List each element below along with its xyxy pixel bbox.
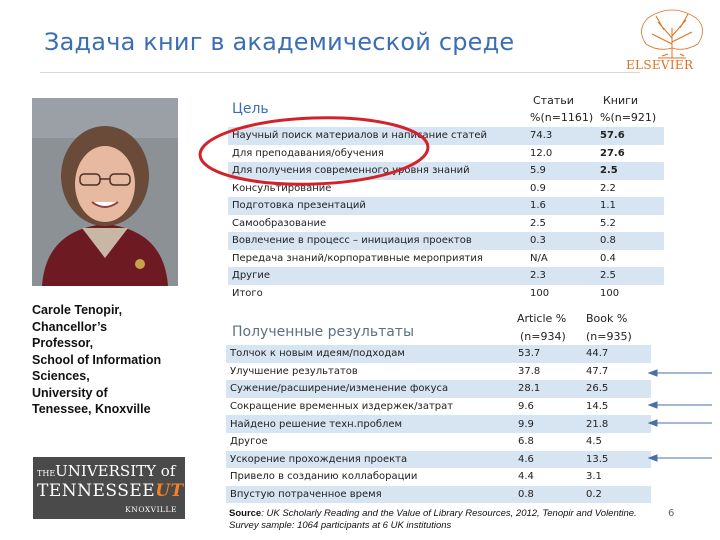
table-row [226, 363, 651, 381]
articles-value: 0.9 [530, 182, 546, 194]
table-row [228, 215, 664, 233]
row-label: Научный поиск материалов и написание статей [232, 130, 487, 142]
articles-value: 100 [530, 287, 550, 299]
table-row [226, 398, 651, 416]
university-logo-line1: THEUNIVERSITY of [37, 462, 176, 480]
goal-col2-header-top: Книги [603, 94, 639, 107]
articles-value: 9.9 [518, 418, 534, 430]
row-label: Сокращение временных издержек/затрат [230, 401, 454, 413]
books-value: 0.8 [600, 235, 616, 247]
table-row [226, 415, 651, 433]
arrow-left-icon [649, 402, 712, 408]
row-label: Сужение/расширение/изменение фокуса [230, 383, 449, 395]
goal-col2-header-bottom: %(n=921) [600, 111, 657, 124]
caption-line: Tenessee, Knoxville [32, 402, 151, 416]
results-col2-header-bottom: (n=935) [586, 330, 632, 343]
books-value: 5.2 [600, 217, 616, 229]
articles-value: 0.8 [518, 489, 534, 501]
university-logo-line3: KNOXVILLE [125, 505, 177, 514]
table-row [228, 197, 664, 215]
table-row [228, 180, 664, 198]
row-label: Ускорение прохождения проекта [230, 453, 408, 465]
articles-value: N/A [530, 252, 548, 264]
page-number: 6 [668, 508, 675, 519]
articles-value: 28.1 [518, 383, 541, 395]
table-row [226, 468, 651, 486]
caption-line: Professor, [32, 336, 94, 350]
table-row [228, 162, 664, 180]
books-value: 100 [600, 287, 620, 299]
title-divider [40, 72, 640, 73]
arrow-left-icon [649, 370, 712, 376]
table-row [228, 145, 664, 163]
articles-value: 37.8 [518, 365, 541, 377]
articles-value: 74.3 [530, 130, 553, 142]
row-label: Толчок к новым идеям/подходам [230, 348, 405, 360]
row-label: Найдено решение техн.проблем [230, 418, 403, 430]
results-table [226, 345, 651, 503]
books-value: 2.5 [600, 270, 616, 282]
slide-title: Задача книг в академической среде [44, 28, 515, 56]
row-label: Передача знаний/корпоративные мероприятия [232, 252, 483, 264]
table-row [228, 127, 664, 145]
caption-line: Chancellor’s [32, 319, 108, 334]
table-row [226, 433, 651, 451]
caption-line: School of Information [32, 352, 162, 367]
articles-value: 2.3 [530, 270, 546, 282]
articles-value: 12.0 [530, 147, 553, 159]
university-logo-line2: TENNESSEEUT [37, 481, 184, 501]
table-row [226, 345, 651, 363]
caption-line: Carole Tenopir, [32, 303, 123, 317]
goal-col1-header-top: Статьи [533, 94, 574, 107]
books-value: 57.6 [600, 130, 625, 142]
university-logo [33, 457, 185, 519]
articles-value: 6.8 [518, 436, 534, 448]
elsevier-wordmark: ELSEVIER [626, 58, 694, 72]
articles-value: 5.9 [530, 165, 546, 177]
books-value: 0.4 [600, 252, 616, 264]
row-label: Улучшение результатов [230, 365, 358, 377]
books-value: 26.5 [586, 383, 609, 395]
source-note [229, 508, 659, 532]
results-col1-header-top: Article % [517, 312, 567, 325]
articles-value: 53.7 [518, 348, 541, 360]
books-value: 27.6 [600, 147, 625, 159]
row-label: Привело в созданию коллаборации [230, 471, 418, 483]
table-row [228, 285, 664, 303]
books-value: 47.7 [586, 365, 609, 377]
row-label: Самообразование [232, 217, 327, 229]
row-label: Для преподавания/обучения [232, 147, 384, 159]
articles-value: 0.3 [530, 235, 546, 247]
table-row [226, 380, 651, 398]
row-label: Другие [232, 270, 270, 282]
row-label: Вовлечение в процесс – инициация проектов [232, 235, 472, 247]
arrow-left-icon [649, 420, 712, 426]
row-label: Для получения современного уровня знаний [232, 165, 470, 177]
row-label: Другое [230, 436, 268, 448]
books-value: 21.8 [586, 418, 609, 430]
table-row [228, 267, 664, 285]
articles-value: 4.4 [518, 471, 534, 483]
books-value: 1.1 [600, 200, 616, 212]
books-value: 4.5 [586, 436, 602, 448]
portrait-photo [32, 98, 178, 286]
articles-value: 2.5 [530, 217, 546, 229]
books-value: 2.5 [600, 165, 618, 177]
source-text: : UK Scholarly Reading and the Value of Library Resources, 2012, Tenopir and Volentine. Survey sample: 1064 participants at 6 UK institutions [229, 508, 637, 531]
goal-table [228, 127, 664, 302]
articles-value: 9.6 [518, 401, 534, 413]
source-label: Source [229, 508, 262, 519]
table-row [228, 232, 664, 250]
caption-line: Sciences, [32, 369, 90, 383]
row-label: Подготовка презентаций [232, 200, 366, 212]
books-value: 44.7 [586, 348, 609, 360]
books-value: 3.1 [586, 471, 602, 483]
articles-value: 1.6 [530, 200, 546, 212]
row-label: Итого [232, 287, 263, 299]
table-row [228, 250, 664, 268]
books-value: 14.5 [586, 401, 609, 413]
goal-col1-header-bottom: %(n=1161) [530, 111, 594, 124]
books-value: 2.2 [600, 182, 616, 194]
row-label: Впустую потраченное время [230, 489, 382, 501]
results-col2-header-top: Book % [586, 312, 628, 325]
person-caption [32, 302, 182, 418]
caption-line: University of [32, 385, 108, 400]
results-heading: Полученные результаты [232, 324, 415, 340]
row-label: Консультирование [232, 182, 332, 194]
books-value: 0.2 [586, 489, 602, 501]
goal-heading: Цель [232, 101, 269, 117]
ut-mark: UT [155, 481, 184, 501]
articles-value: 4.6 [518, 453, 534, 465]
results-col1-header-bottom: (n=934) [520, 330, 566, 343]
arrow-left-icon [649, 455, 712, 461]
table-row [226, 486, 651, 504]
books-value: 13.5 [586, 453, 609, 465]
table-row [226, 451, 651, 469]
